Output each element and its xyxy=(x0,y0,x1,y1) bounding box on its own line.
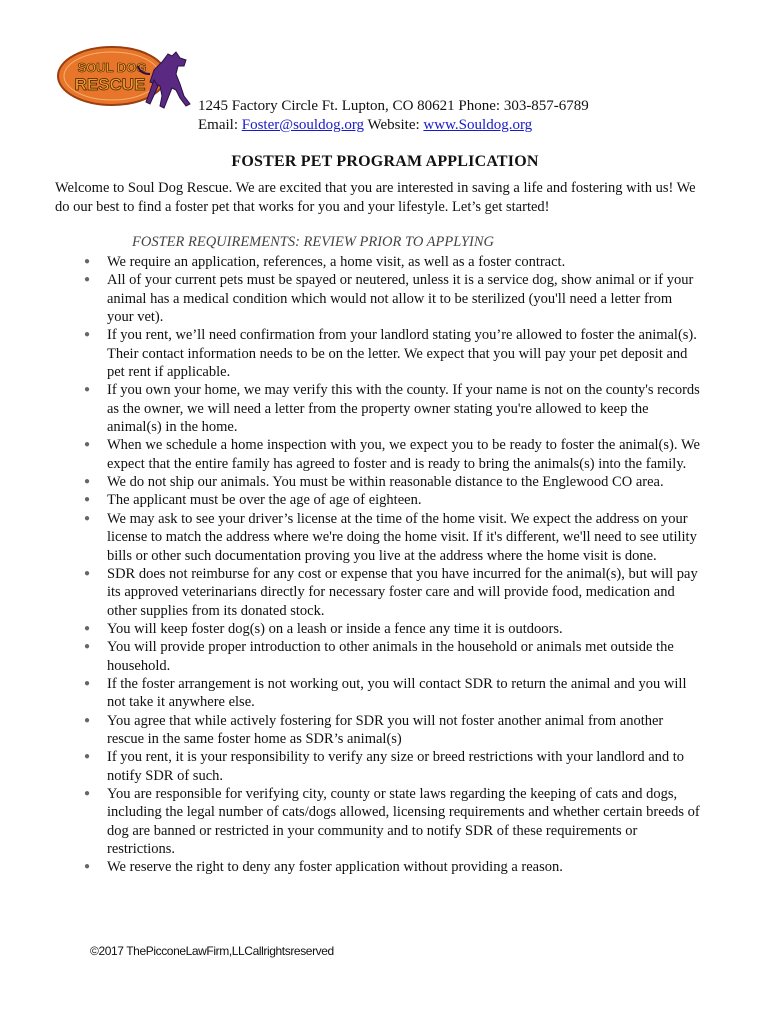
soul-dog-rescue-logo xyxy=(54,40,204,118)
contact-block xyxy=(198,97,589,135)
list-item xyxy=(82,712,700,749)
bullet-icon: ● xyxy=(84,274,91,286)
logo-line2: RESCUE xyxy=(74,75,146,94)
list-item xyxy=(82,510,700,565)
intro-paragraph: Welcome to Soul Dog Rescue. We are excited that you are interested in saving a life and fostering with us! We do our best to find a foster pet that works for you and your lifestyle. Let’s get started! xyxy=(55,180,696,215)
list-item xyxy=(82,271,700,326)
document-title: FOSTER PET PROGRAM APPLICATION xyxy=(231,153,539,170)
bullet-icon: ● xyxy=(84,751,91,763)
website-link[interactable]: www.Souldog.org xyxy=(423,117,533,133)
email-label: Email: xyxy=(198,117,238,133)
bullet-icon: ● xyxy=(84,861,91,873)
list-item-text: All of your current pets must be spayed or neutered, unless it is a service dog, show animal or if your animal has a medical condition which would not allow it to be sterilized (you'll need a letter from your vet). xyxy=(107,272,694,326)
bullet-icon: ● xyxy=(84,329,91,341)
bullet-icon: ● xyxy=(84,641,91,653)
list-item-text: If the foster arrangement is not working out, you will contact SDR to return the animal and you will not take it anywhere else. xyxy=(107,675,687,711)
bullet-icon: ● xyxy=(84,384,91,396)
list-item-text: You will provide proper introduction to other animals in the household or animals met outside the household. xyxy=(107,639,674,674)
bullet-icon: ● xyxy=(84,567,91,579)
bullet-icon: ● xyxy=(84,256,91,267)
bullet-icon: ● xyxy=(84,677,91,689)
bullet-icon: ● xyxy=(84,714,91,726)
list-item xyxy=(82,620,700,638)
list-item xyxy=(82,565,700,620)
list-item-text: We reserve the right to deny any foster application without providing a reason. xyxy=(107,859,563,876)
bullet-icon: ● xyxy=(84,787,91,799)
bullet-icon: ● xyxy=(84,476,91,488)
list-item-text: The applicant must be over the age of age of eighteen. xyxy=(107,492,422,509)
list-item xyxy=(82,748,700,785)
list-item xyxy=(82,858,700,876)
logo-graphic xyxy=(54,40,204,118)
copyright-footer: ©2017 ThePicconeLawFirm,LLCallrightsreserved xyxy=(90,944,334,958)
requirements-list xyxy=(82,253,700,877)
website-label: Website: xyxy=(367,117,420,133)
list-item xyxy=(82,326,700,381)
bullet-icon: ● xyxy=(84,494,91,506)
list-item xyxy=(82,381,700,436)
bullet-icon: ● xyxy=(84,512,91,524)
bullet-icon: ● xyxy=(84,622,91,634)
list-item-text: If you rent, we’ll need confirmation from your landlord stating you’re allowed to foster the animal(s). Their contact information needs to be on the letter. We expect that you will pay your pet deposit and pet rent if applicable. xyxy=(107,327,697,381)
list-item-text: We do not ship our animals. You must be within reasonable distance to the Englewood CO area. xyxy=(107,474,664,491)
list-item xyxy=(82,638,700,675)
list-item xyxy=(82,675,700,712)
list-item-text: You agree that while actively fostering for SDR you will not foster another animal from another rescue in the same foster home as SDR’s animal(s) xyxy=(107,712,664,747)
list-item xyxy=(82,491,700,509)
list-item-text: SDR does not reimburse for any cost or expense that you have incurred for the animal(s), but will pay its approved veterinarians directly for necessary foster care and will provide food, medication and other supplies from its donated stock. xyxy=(107,565,698,619)
list-item-text: When we schedule a home inspection with you, we expect you to be ready to foster the animal(s). We expect that the entire family has agreed to foster and is ready to bring the animals(s) into the family. xyxy=(107,437,700,472)
logo-line1: SOUL DOG xyxy=(77,60,147,75)
list-item-text: We may ask to see your driver’s license at the time of the home visit. We expect the address on your license to match the address where we're doing the home visit. If it's different, we'll need to see utility bills or other such documentation proving you live at the address where the home visit is done. xyxy=(107,510,697,564)
email-website-line xyxy=(198,116,589,135)
address-line: 1245 Factory Circle Ft. Lupton, CO 80621 Phone: 303-857-6789 xyxy=(198,98,589,114)
list-item-text: We require an application, references, a home visit, as well as a foster contract. xyxy=(107,254,566,270)
email-link[interactable]: Foster@souldog.org xyxy=(241,117,365,133)
bullet-icon: ● xyxy=(84,439,91,451)
list-item-text: You are responsible for verifying city, county or state laws regarding the keeping of cats and dogs, including the legal number of cats/dogs allowed, licensing requirements and whether certain breeds of dog are banned or restricted in your community and to notify SDR of these requirements or restrictions. xyxy=(107,785,700,857)
list-item xyxy=(82,785,700,858)
list-item xyxy=(82,473,700,491)
list-item-text: If you own your home, we may verify this with the county. If your name is not on the county's records as the owner, we will need a letter from the property owner stating you're allowed to keep the animal(s) in the home. xyxy=(107,382,700,436)
list-item-text: You will keep foster dog(s) on a leash or inside a fence any time it is outdoors. xyxy=(107,620,563,637)
list-item xyxy=(82,436,700,473)
list-item xyxy=(82,253,700,271)
list-item-text: If you rent, it is your responsibility to verify any size or breed restrictions with your landlord and to notify SDR of such. xyxy=(107,749,685,784)
requirements-heading: FOSTER REQUIREMENTS: REVIEW PRIOR TO APPLYING xyxy=(132,234,495,250)
